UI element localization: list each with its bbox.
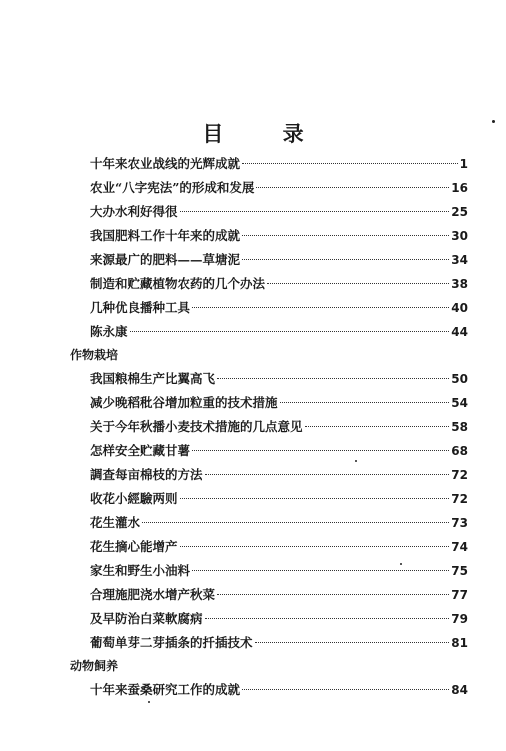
toc-entry — [70, 487, 468, 511]
entry-page-number: 38 — [451, 277, 468, 291]
entry-page-number: 68 — [451, 444, 468, 458]
entry-title: 葡萄单芽二芽插条的扦插技术 — [90, 635, 253, 650]
entry-title: 及早防治白菜軟腐病 — [90, 611, 203, 626]
dot-leader — [180, 211, 450, 212]
table-of-contents — [70, 152, 468, 702]
dot-leader — [180, 546, 450, 547]
dot-leader — [267, 283, 449, 284]
toc-entry — [70, 200, 468, 224]
page-title: 目 录 — [202, 122, 330, 146]
dot-leader — [305, 426, 450, 427]
entry-page-number: 77 — [451, 588, 468, 602]
entry-page-number: 72 — [451, 492, 468, 506]
entry-page-number: 25 — [451, 205, 468, 219]
entry-title: 家生和野生小油料 — [90, 563, 191, 578]
toc-section-heading — [70, 344, 468, 367]
entry-page-number: 30 — [451, 229, 468, 243]
toc-entry — [70, 559, 468, 583]
toc-entry — [70, 248, 468, 272]
dot-leader — [192, 450, 449, 451]
entry-title: 制造和贮藏植物农药的几个办法 — [90, 276, 266, 291]
entry-page-number: 79 — [451, 612, 468, 626]
toc-section-heading — [70, 655, 468, 678]
entry-title: 农业“八字宪法”的形成和发展 — [90, 180, 255, 195]
dot-leader — [192, 307, 449, 308]
toc-entry — [70, 224, 468, 248]
entry-title: 关于今年秋播小麦技术措施的几点意见 — [90, 419, 303, 434]
section-label: 动物飼养 — [70, 659, 119, 673]
entry-page-number: 1 — [459, 157, 468, 171]
entry-page-number: 74 — [451, 540, 468, 554]
toc-entry — [70, 296, 468, 320]
dot-leader — [205, 474, 450, 475]
entry-title: 十年来农业战线的光辉成就 — [90, 156, 241, 171]
scan-speck — [148, 701, 150, 703]
toc-entry — [70, 320, 468, 344]
entry-title: 怎样安全贮藏甘薯 — [90, 443, 191, 458]
dot-leader — [192, 570, 449, 571]
dot-leader — [242, 235, 449, 236]
dot-leader — [217, 378, 449, 379]
toc-entry — [70, 152, 468, 176]
entry-page-number: 81 — [451, 636, 468, 650]
toc-entry — [70, 367, 468, 391]
toc-entry — [70, 415, 468, 439]
toc-entry — [70, 439, 468, 463]
section-label: 作物栽培 — [70, 348, 119, 362]
entry-page-number: 50 — [451, 372, 468, 386]
toc-entry — [70, 176, 468, 200]
toc-entry — [70, 272, 468, 296]
toc-entry — [70, 463, 468, 487]
entry-title: 我国肥料工作十年来的成就 — [90, 228, 241, 243]
dot-leader — [256, 187, 449, 188]
entry-title: 合理施肥浇水增产秋菜 — [90, 587, 216, 602]
toc-entry — [70, 678, 468, 702]
toc-entry — [70, 535, 468, 559]
entry-page-number: 84 — [451, 683, 468, 697]
dot-leader — [180, 498, 450, 499]
toc-entry — [70, 607, 468, 631]
entry-page-number: 73 — [451, 516, 468, 530]
entry-title: 花生灌水 — [90, 515, 141, 530]
dot-leader — [205, 618, 450, 619]
entry-page-number: 34 — [451, 253, 468, 267]
entry-title: 收花小經驗两则 — [90, 491, 178, 506]
scan-speck — [400, 563, 402, 565]
dot-leader — [242, 163, 458, 164]
dot-leader — [142, 522, 449, 523]
entry-page-number: 72 — [451, 468, 468, 482]
entry-page-number: 58 — [451, 420, 468, 434]
dot-leader — [280, 402, 450, 403]
entry-title: 調查每亩棉枝的方法 — [90, 467, 203, 482]
dot-leader — [242, 259, 449, 260]
entry-page-number: 16 — [451, 181, 468, 195]
entry-title: 来源最广的肥料——草塘泥 — [90, 252, 241, 267]
dot-leader — [255, 642, 450, 643]
dot-leader — [242, 689, 449, 690]
toc-entry — [70, 583, 468, 607]
entry-page-number: 54 — [451, 396, 468, 410]
scan-speck — [355, 460, 357, 462]
toc-entry — [70, 391, 468, 415]
entry-title: 减少晚稻秕谷增加粒重的技术措施 — [90, 395, 278, 410]
entry-title: 花生摘心能增产 — [90, 539, 178, 554]
entry-title: 几种优良播种工具 — [90, 300, 191, 315]
entry-title: 陈永康 — [90, 324, 128, 339]
entry-title: 我国粮棉生产比翼高飞 — [90, 371, 216, 386]
dot-leader — [217, 594, 449, 595]
toc-entry — [70, 511, 468, 535]
entry-page-number: 75 — [451, 564, 468, 578]
scan-speck — [492, 120, 495, 123]
dot-leader — [130, 331, 450, 332]
entry-page-number: 40 — [451, 301, 468, 315]
entry-title: 大办水利好得很 — [90, 204, 178, 219]
entry-page-number: 44 — [451, 325, 468, 339]
entry-title: 十年来蚕桑研究工作的成就 — [90, 682, 241, 697]
toc-entry — [70, 631, 468, 655]
